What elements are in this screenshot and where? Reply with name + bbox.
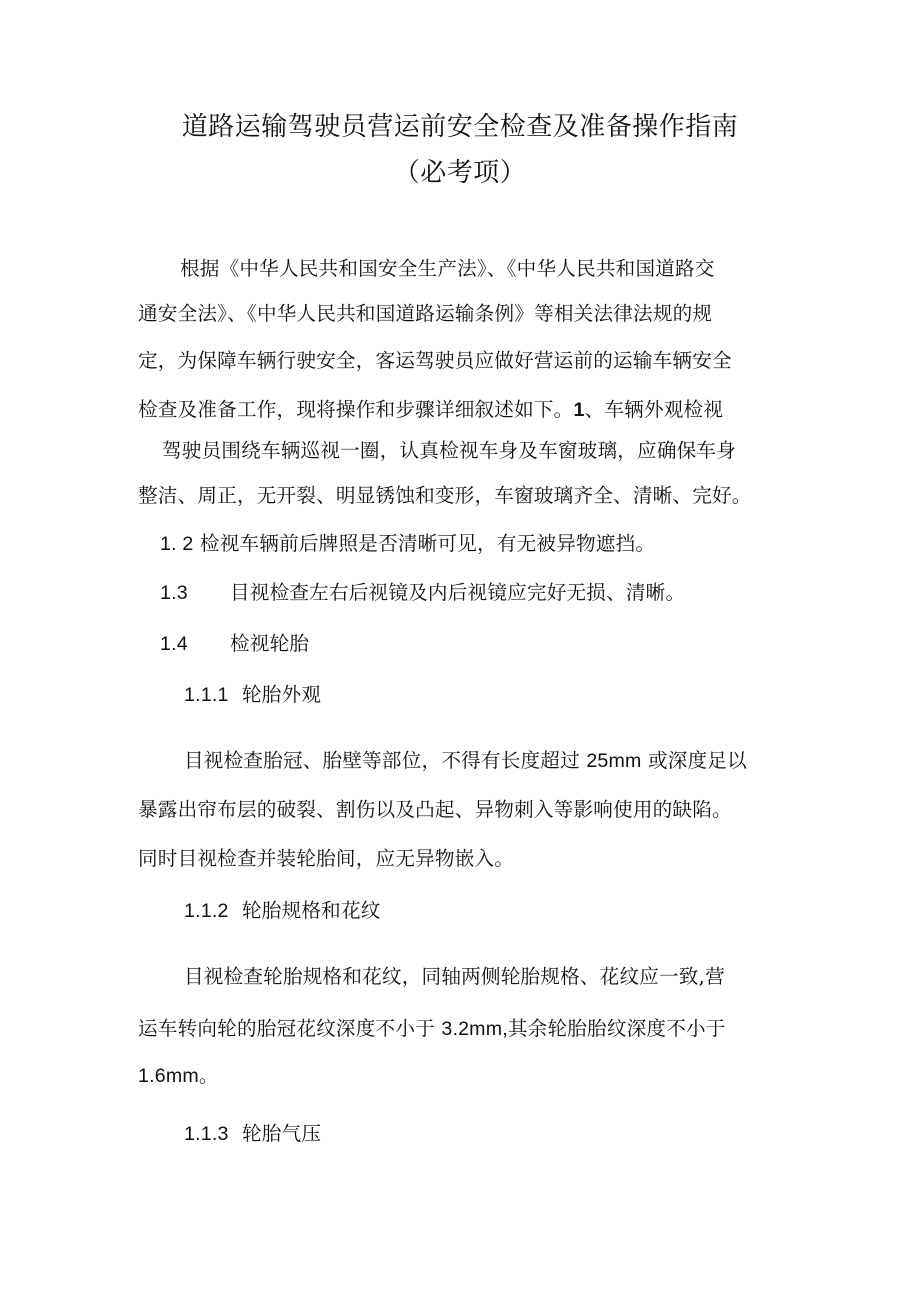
item-number: 1.4 (160, 633, 188, 655)
item-number: 1.1.3 (184, 1123, 229, 1145)
section-1-number: 1 (573, 399, 585, 421)
measure: 3.2mm, (441, 1018, 508, 1040)
item-1-1-2 (184, 894, 381, 923)
text: 其余轮胎胎纹深度不小于 (507, 1017, 726, 1040)
section-1-body-2: 整洁、周正，无开裂、明显锈蚀和变形，车窗玻璃齐全、清晰、完好。 (138, 484, 752, 507)
tire-appearance-line-2: 暴露出帘布层的破裂、割伤以及凸起、异物刺入等影响使用的缺陷。 (138, 798, 732, 821)
tire-appearance-line-3: 同时目视检查并装轮胎间，应无异物嵌入。 (138, 847, 515, 870)
text: 或深度足以 (641, 749, 747, 772)
item-number: 1.3 (160, 582, 188, 604)
item-1-4 (160, 627, 309, 656)
text: 运车转向轮的胎冠花纹深度不小于 (138, 1017, 442, 1040)
item-number: 1. 2 (160, 533, 194, 555)
section-1-sep: 、 (584, 398, 605, 421)
tire-spec-line-3 (138, 1059, 219, 1088)
text: 目视检查胎冠、胎壁等部位，不得有长度超过 (184, 749, 587, 772)
intro-text: 检查及准备工作，现将操作和步骤详细叙述如下。 (138, 398, 574, 421)
intro-line-1: 根据《中华人民共和国安全生产法》、《中华人民共和国道路交 (180, 257, 715, 280)
item-1-2 (160, 527, 655, 556)
item-text: 轮胎规格和花纹 (242, 899, 381, 922)
intro-line-4 (138, 393, 723, 422)
tire-appearance-line-1 (184, 744, 747, 773)
section-1-body-1: 驾驶员围绕车辆巡视一圈，认真检视车身及车窗玻璃，应确保车身 (162, 439, 737, 462)
measure: 1.6mm (138, 1065, 199, 1087)
measure: 25mm (586, 750, 642, 772)
item-text: 轮胎外观 (242, 683, 322, 706)
item-text: 检视轮胎 (230, 632, 310, 655)
intro-line-3: 定，为保障车辆行驶安全，客运驾驶员应做好营运前的运输车辆安全 (138, 349, 732, 372)
tire-spec-line-1: 目视检查轮胎规格和花纹，同轴两侧轮胎规格、花纹应一致,营 (184, 965, 725, 988)
document-subtitle: （必考项） (393, 158, 527, 188)
intro-line-2: 通安全法》、《中华人民共和国道路运输条例》等相关法律法规的规 (138, 302, 713, 325)
section-1-title: 车辆外观检视 (604, 398, 724, 421)
item-text: 轮胎气压 (242, 1122, 322, 1145)
text: 。 (198, 1064, 219, 1087)
document-title: 道路运输驾驶员营运前安全检查及准备操作指南 (181, 112, 739, 142)
item-number: 1.1.2 (184, 900, 229, 922)
tire-spec-line-2 (138, 1012, 726, 1041)
item-1-1-1 (184, 678, 321, 707)
item-1-1-3 (184, 1117, 321, 1146)
item-text: 检视车辆前后牌照是否清晰可见，有无被异物遮挡。 (199, 532, 656, 555)
item-text: 目视检查左右后视镜及内后视镜应完好无损、清晰。 (230, 581, 686, 604)
item-number: 1.1.1 (184, 684, 229, 706)
item-1-3 (160, 576, 685, 605)
